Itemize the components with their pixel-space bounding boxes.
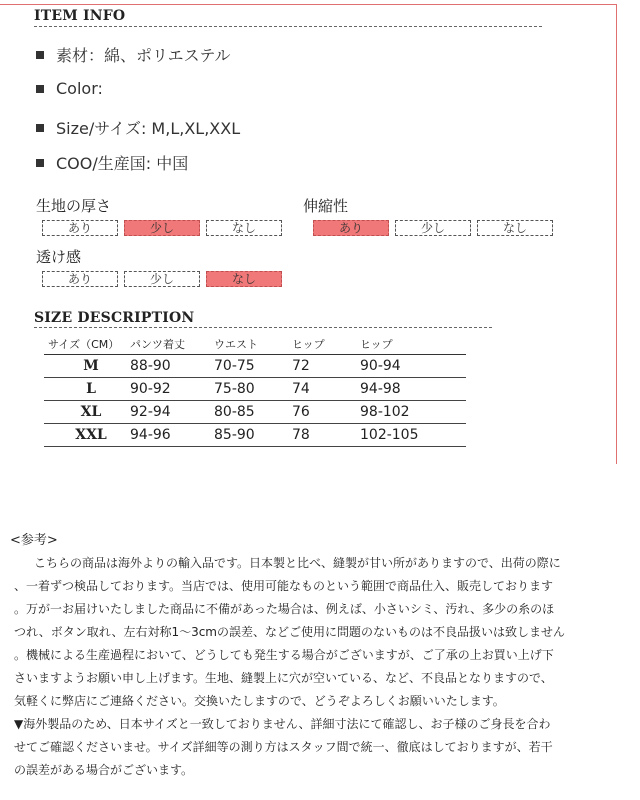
table-cell: 70-75 (210, 355, 288, 378)
thickness-options (42, 220, 288, 236)
size-table-header: ウエスト (210, 336, 288, 355)
table-cell: 94-96 (126, 424, 210, 447)
notes-line: せてご確認くださいませ。サイズ詳細等の測り方はスタッフ間で統一、徹底はしておりますが、若干 (14, 740, 553, 754)
stretch-option: あり (313, 220, 389, 236)
table-cell: 76 (288, 401, 356, 424)
info-bullet-size (36, 116, 240, 139)
table-row (44, 355, 466, 378)
size-cell: XXL (44, 424, 126, 447)
table-cell: 78 (288, 424, 356, 447)
stretch-options (313, 220, 559, 236)
table-cell: 98-102 (356, 401, 466, 424)
sheer-label: 透け感 (36, 248, 82, 266)
notes-line: こちらの商品は海外よりの輸入品です。日本製と比べ、縫製が甘い所がありますので、出荷の際に (22, 556, 561, 570)
table-cell: 74 (288, 378, 356, 401)
size-description-divider (34, 327, 492, 328)
info-bullet-material (36, 43, 231, 66)
size-table-header: ヒップ (356, 336, 466, 355)
frame-right-border (616, 4, 617, 464)
thickness-option: 少し (124, 220, 200, 236)
table-cell: 94-98 (356, 378, 466, 401)
table-cell: 88-90 (126, 355, 210, 378)
table-cell: 75-80 (210, 378, 288, 401)
square-bullet-icon (36, 85, 44, 93)
table-row (44, 401, 466, 424)
stretch-option: なし (477, 220, 553, 236)
size-table-header: ヒップ (288, 336, 356, 355)
size-cell: XL (44, 401, 126, 424)
info-bullet-text: Color: (56, 79, 103, 98)
info-bullet-color (36, 79, 103, 98)
item-info-divider (34, 26, 542, 27)
table-row (44, 378, 466, 401)
info-bullet-text: Size/サイズ: M,L,XL,XXL (56, 119, 241, 138)
notes-title: <参考> (10, 533, 58, 548)
frame-top-border (0, 4, 616, 5)
item-info-title: ITEM INFO (34, 8, 126, 24)
thickness-option: あり (42, 220, 118, 236)
table-cell: 80-85 (210, 401, 288, 424)
notes-line: 。万が一お届けいたしました商品に不備があった場合は、例えば、小さいシミ、汚れ、多少の糸のほ (14, 602, 555, 616)
notes-line: の誤差がある場合がございます。 (14, 763, 194, 777)
notes-line: さいますようお願い申し上げます。生地、縫製上に穴が空いている、など、不良品となりますので、 (14, 671, 553, 685)
sheer-option: なし (206, 271, 282, 287)
table-row (44, 424, 466, 447)
notes-line: ▼海外製品のため、日本サイズと一致しておりません、詳細寸法にて確認し、お子様のご身長を合わ (14, 717, 551, 731)
stretch-option: 少し (395, 220, 471, 236)
sheer-option: あり (42, 271, 118, 287)
info-bullet-text: 素材：綿、ポリエステル (56, 46, 231, 65)
size-table-header: サイズ（CM） (44, 336, 126, 355)
size-description-title: SIZE DESCRIPTION (34, 310, 195, 326)
table-cell: 90-92 (126, 378, 210, 401)
thickness-option: なし (206, 220, 282, 236)
thickness-label: 生地の厚さ (36, 197, 112, 215)
size-table-header: パンツ着丈 (126, 336, 210, 355)
size-table-header-row (44, 336, 466, 355)
notes-line: 、一着ずつ検品しております。当店では、使用可能なものという範囲で商品仕入、販売しております (14, 579, 554, 593)
info-bullet-coo (36, 151, 188, 174)
table-cell: 102-105 (356, 424, 466, 447)
notes-line: つれ、ボタン取れ、左右対称1～3cmの誤差、などご使用に問題のないものは不良品扱いは致しません (14, 625, 566, 639)
table-cell: 72 (288, 355, 356, 378)
notes-line: 気軽くに弊店にご連絡ください。交換いたしますので、どうぞよろしくお願いいたします。 (14, 694, 505, 708)
size-cell: M (44, 355, 126, 378)
table-cell: 85-90 (210, 424, 288, 447)
size-cell: L (44, 378, 126, 401)
info-bullet-text: COO/生産国: 中国 (56, 154, 189, 173)
size-table (44, 336, 466, 447)
sheer-options (42, 271, 288, 287)
square-bullet-icon (36, 51, 44, 59)
table-cell: 90-94 (356, 355, 466, 378)
stretch-label: 伸縮性 (303, 197, 349, 215)
square-bullet-icon (36, 159, 44, 167)
square-bullet-icon (36, 124, 44, 132)
notes-line: 。機械による生産過程において、どうしても発生する場合がございますが、ご了承の上お買い上げ下 (14, 648, 554, 662)
table-cell: 92-94 (126, 401, 210, 424)
sheer-option: 少し (124, 271, 200, 287)
